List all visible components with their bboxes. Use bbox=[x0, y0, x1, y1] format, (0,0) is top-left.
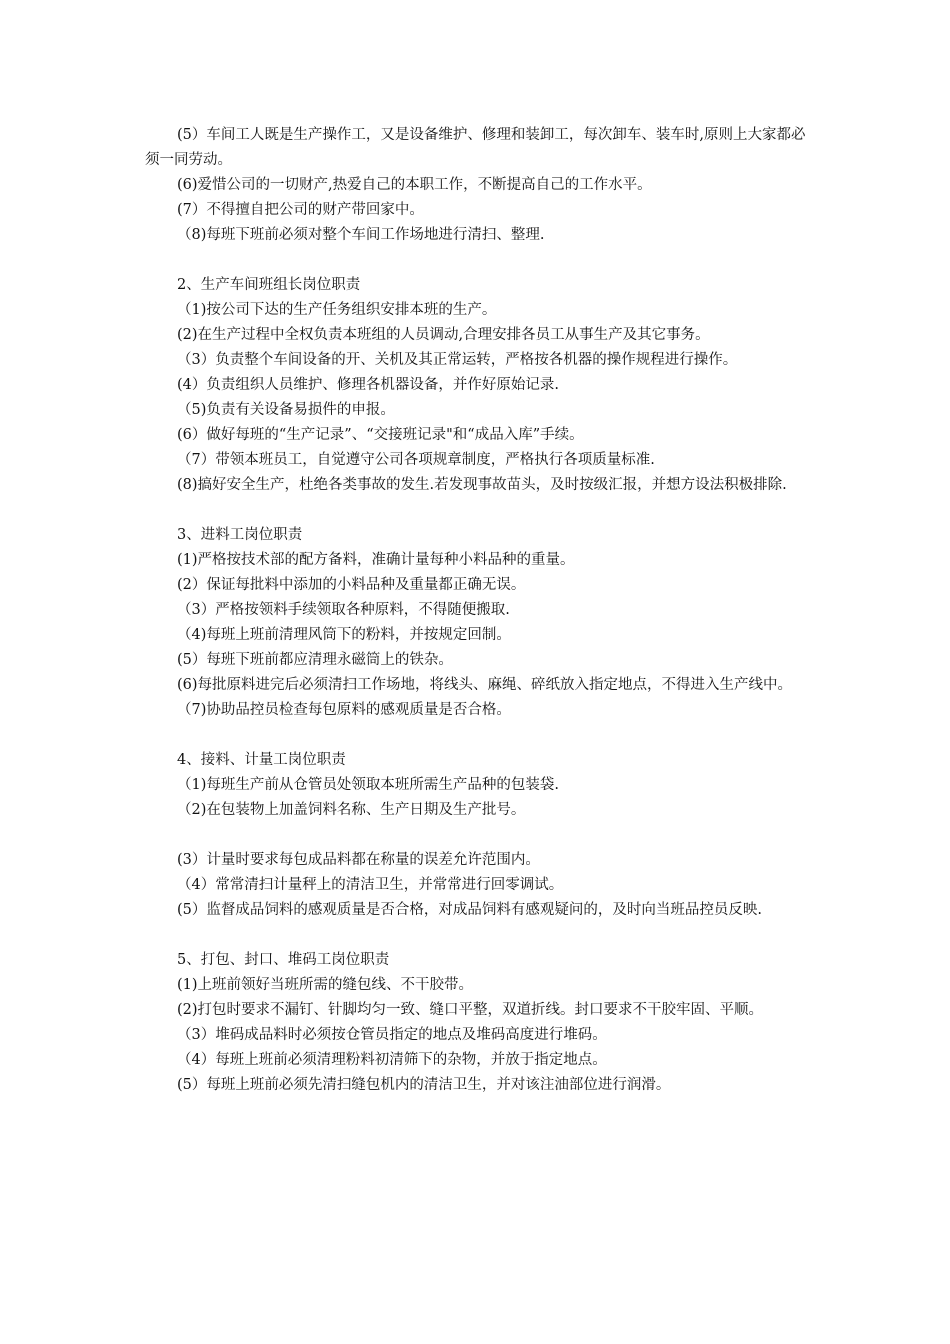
list-item: (2）保证每批料中添加的小料品种及重量都正确无误。 bbox=[177, 577, 526, 593]
list-item: (3）计量时要求每包成品料都在称量的误差允许范围内。 bbox=[177, 852, 540, 868]
list-item: (5）每班上班前必须先清扫缝包机内的清洁卫生，并对该注油部位进行润滑。 bbox=[177, 1077, 671, 1093]
list-item: （4）每班上班前必须清理粉料初清筛下的杂物，并放于指定地点。 bbox=[177, 1052, 607, 1068]
list-item: （7)协助品控员检查每包原料的感观质量是否合格。 bbox=[177, 702, 511, 718]
list-item: (1)上班前领好当班所需的缝包线、不干胶带。 bbox=[177, 977, 474, 993]
list-item: (1)严格按技术部的配方备料，准确计量每种小料品种的重量。 bbox=[177, 552, 575, 568]
section-heading: 2、生产车间班组长岗位职责 bbox=[177, 277, 361, 293]
list-item: (6）做好每班的“生产记录”、“交接班记录"和“成品入库”手续。 bbox=[177, 427, 584, 443]
spacer bbox=[145, 923, 815, 948]
list-item: (8)搞好安全生产，杜绝各类事故的发生.若发现事故苗头，及时按级汇报，并想方设法积极排除. bbox=[177, 477, 787, 493]
list-item: (6)每批原料进完后必须清扫工作场地，将线头、麻绳、碎纸放入指定地点，不得进入生产线中。 bbox=[177, 677, 793, 693]
spacer bbox=[145, 248, 815, 273]
list-item: (6)爱惜公司的一切财产,热爱自己的本职工作，不断提高自己的工作水平。 bbox=[177, 177, 652, 193]
list-item: （4）常常清扫计量秤上的清洁卫生，并常常进行回零调试。 bbox=[177, 877, 564, 893]
spacer bbox=[145, 498, 815, 523]
list-item: （3）负责整个车间设备的开、关机及其正常运转，严格按各机器的操作规程进行操作。 bbox=[177, 352, 738, 368]
list-item: (5）车间工人既是生产操作工，又是设备维护、修理和装卸工，每次卸车、装车时,原则上大家都必须一同劳动。 bbox=[145, 127, 806, 168]
list-item: (5）每班下班前都应清理永磁筒上的铁杂。 bbox=[177, 652, 453, 668]
list-item: (2)打包时要求不漏钉、针脚均匀一致、缝口平整，双道折线。封口要求不干胶牢固、平顺。 bbox=[177, 1002, 764, 1018]
list-item: （4)每班上班前清理风筒下的粉料，并按规定回制。 bbox=[177, 627, 511, 643]
list-item: (7）不得擅自把公司的财产带回家中。 bbox=[177, 202, 424, 218]
list-item: (5）监督成品饲料的感观质量是否合格，对成品饲料有感观疑问的，及时向当班品控员反映. bbox=[177, 902, 762, 918]
list-item: （3）严格按领料手续领取各种原料，不得随便搬取. bbox=[177, 602, 510, 618]
list-item: (2)在生产过程中全权负责本班组的人员调动,合理安排各员工从事生产及其它事务。 bbox=[177, 327, 710, 343]
document-body bbox=[145, 123, 815, 1098]
list-item: （8)每班下班前必须对整个车间工作场地进行清扫、整理. bbox=[177, 227, 545, 243]
section-heading: 3、进料工岗位职责 bbox=[177, 527, 303, 543]
list-item: （3）堆码成品料时必须按仓管员指定的地点及堆码高度进行堆码。 bbox=[177, 1027, 607, 1043]
spacer bbox=[145, 723, 815, 748]
list-item: （1)按公司下达的生产任务组织安排本班的生产。 bbox=[177, 302, 497, 318]
section-heading: 4、接料、计量工岗位职责 bbox=[177, 752, 346, 768]
list-item: （2)在包装物上加盖饲料名称、生产日期及生产批号。 bbox=[177, 802, 526, 818]
list-item: （7）带领本班员工，自觉遵守公司各项规章制度，严格执行各项质量标准. bbox=[177, 452, 655, 468]
list-item: （1)每班生产前从仓管员处领取本班所需生产品种的包装袋. bbox=[177, 777, 559, 793]
list-item: (4）负责组织人员维护、修理各机器设备，并作好原始记录. bbox=[177, 377, 559, 393]
spacer bbox=[145, 823, 815, 848]
list-item: （5)负责有关设备易损件的申报。 bbox=[177, 402, 395, 418]
section-heading: 5、打包、封口、堆码工岗位职责 bbox=[177, 952, 390, 968]
